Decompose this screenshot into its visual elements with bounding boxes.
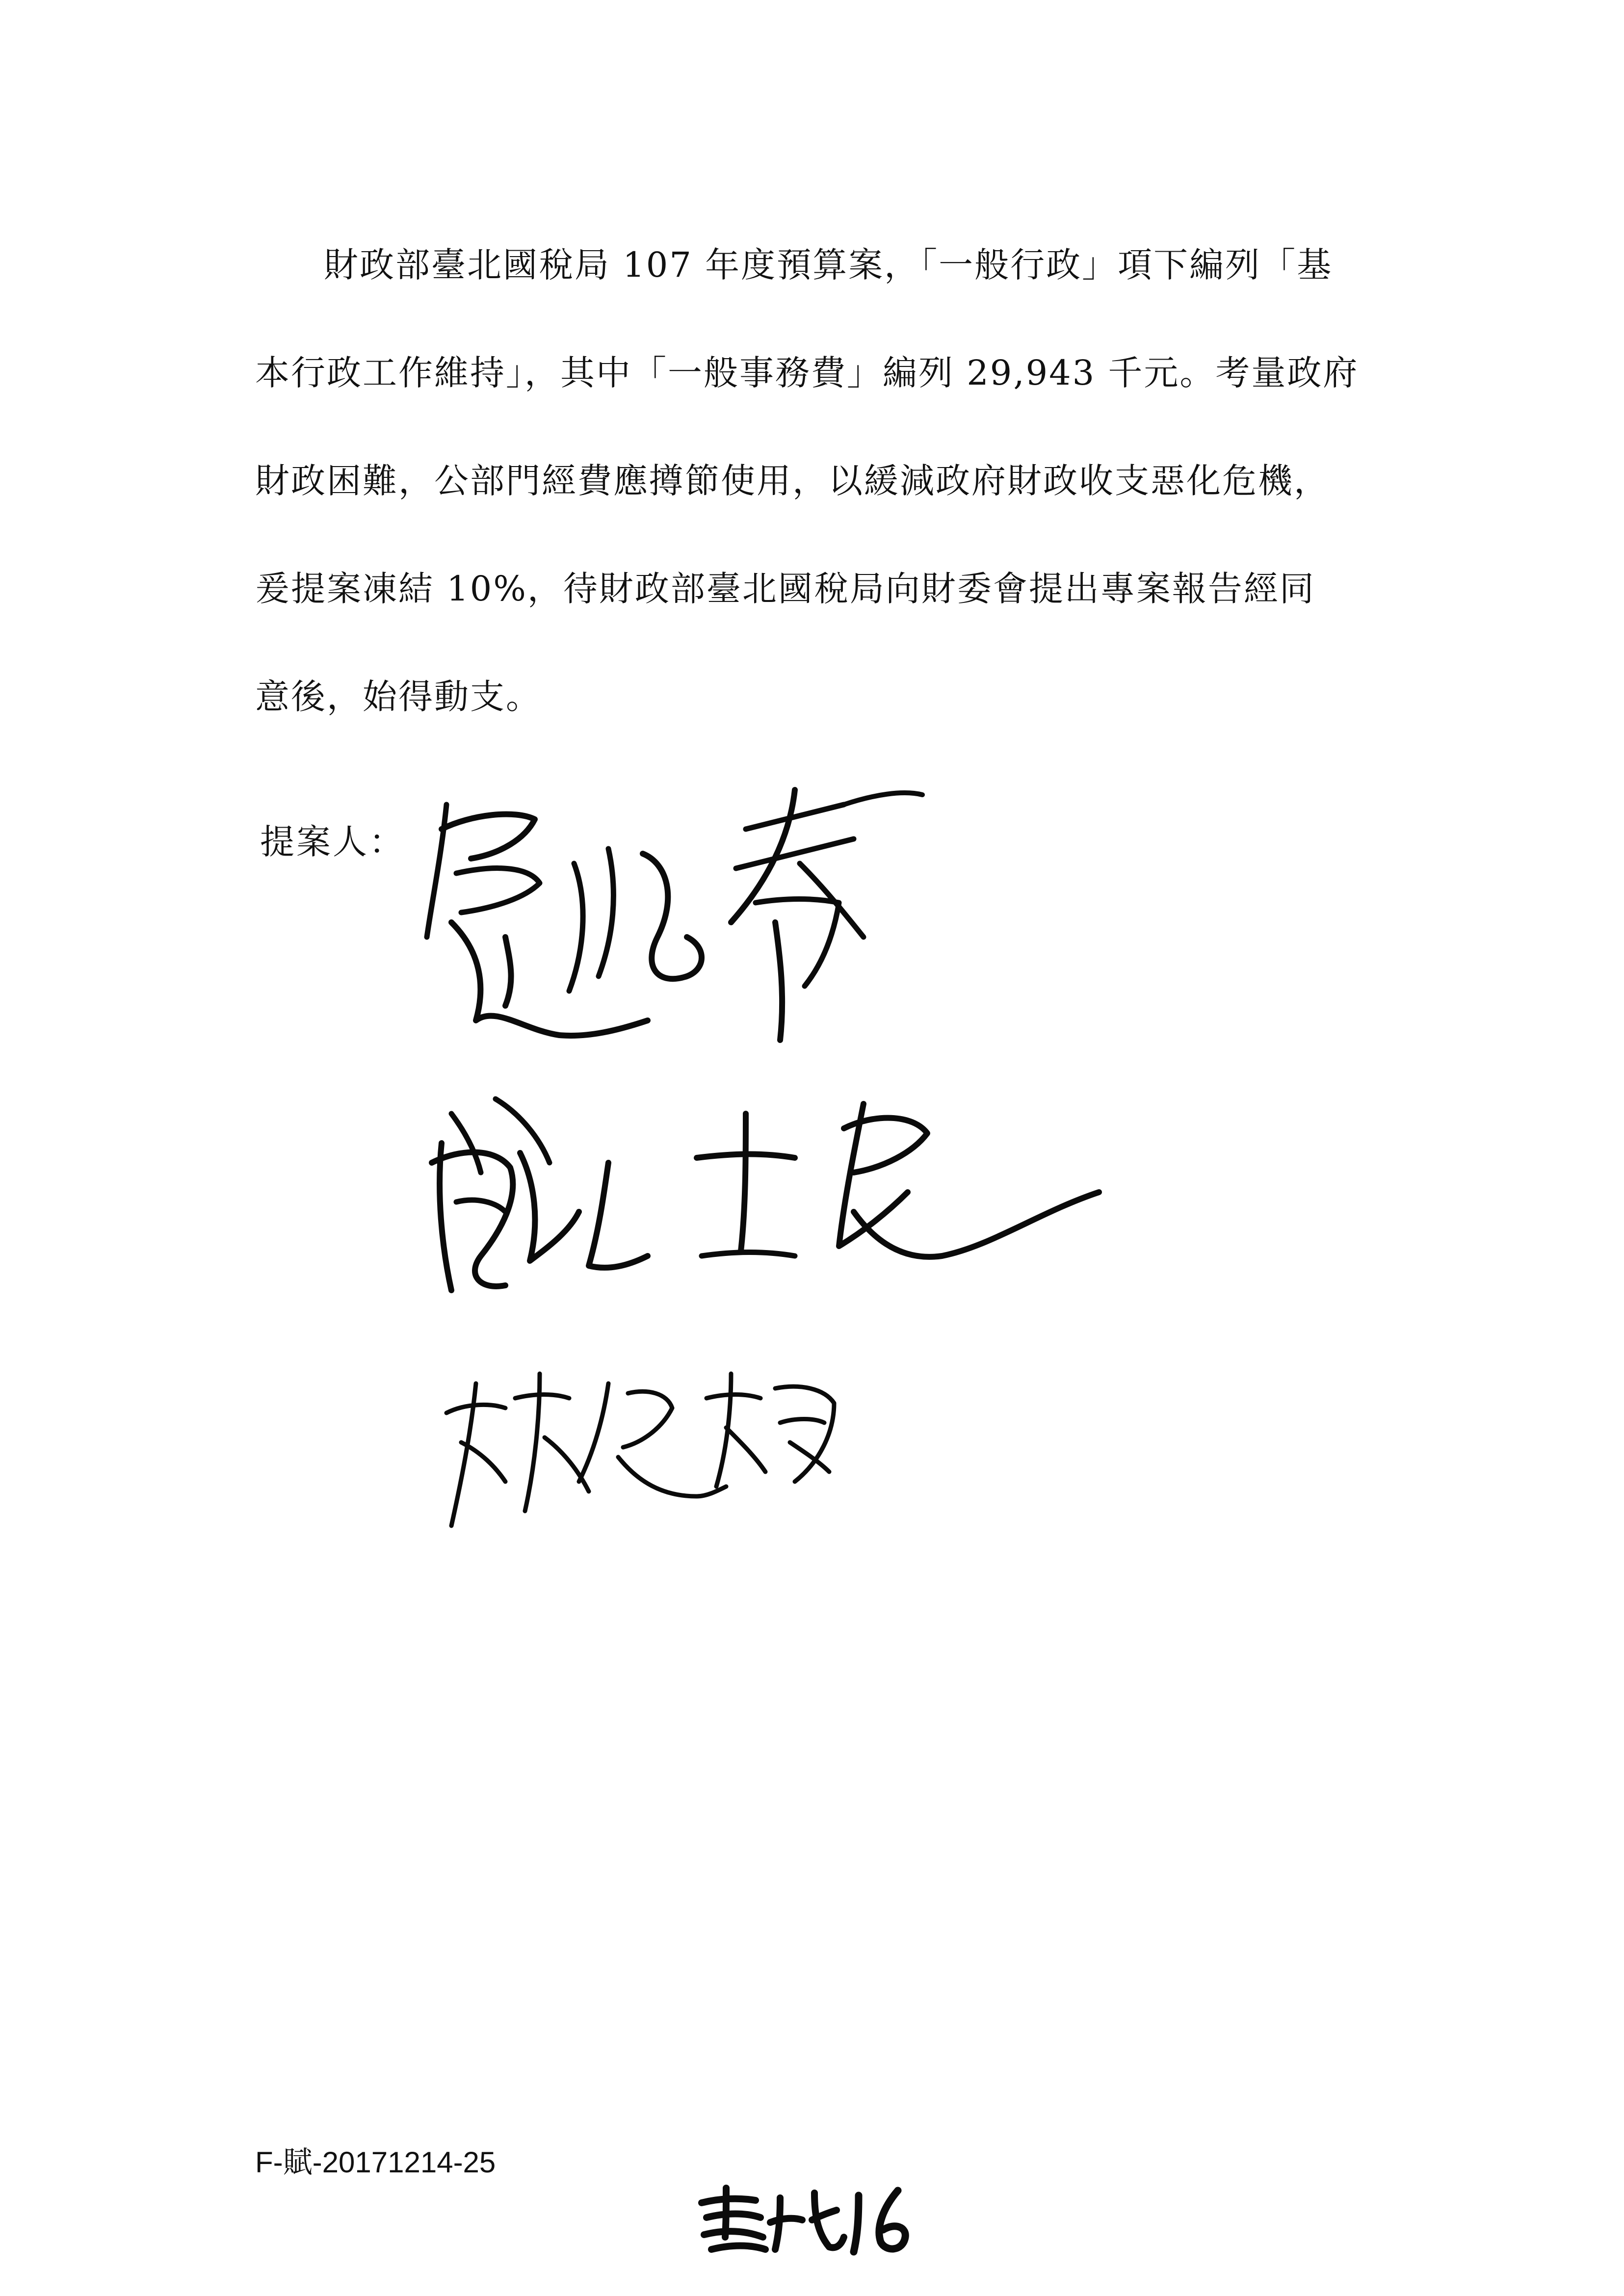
signature-3 xyxy=(432,1354,873,1540)
proposer-label: 提案人： xyxy=(260,822,405,862)
signature-1 xyxy=(412,775,981,1079)
signature-2 xyxy=(422,1084,1119,1339)
paragraph-line-3: 財政困難，公部門經費應撙節使用，以緩減政府財政收支惡化危機， xyxy=(255,461,1330,501)
form-code: F-賦-20171214-25 xyxy=(255,2146,496,2179)
paragraph-line-5: 意後，始得動支。 xyxy=(255,677,542,717)
paragraph-line-1: 財政部臺北國稅局 107 年度預算案，「一般行政」項下編列「基 xyxy=(324,245,1333,285)
paragraph-line-4: 爰提案凍結 10%，待財政部臺北國稅局向財委會提出專案報告經同 xyxy=(255,569,1315,609)
handwritten-stamp xyxy=(697,2183,913,2257)
paragraph-line-2: 本行政工作維持」，其中「一般事務費」編列 29,943 千元。考量政府 xyxy=(255,353,1359,393)
proposal-paragraph xyxy=(255,211,1403,751)
